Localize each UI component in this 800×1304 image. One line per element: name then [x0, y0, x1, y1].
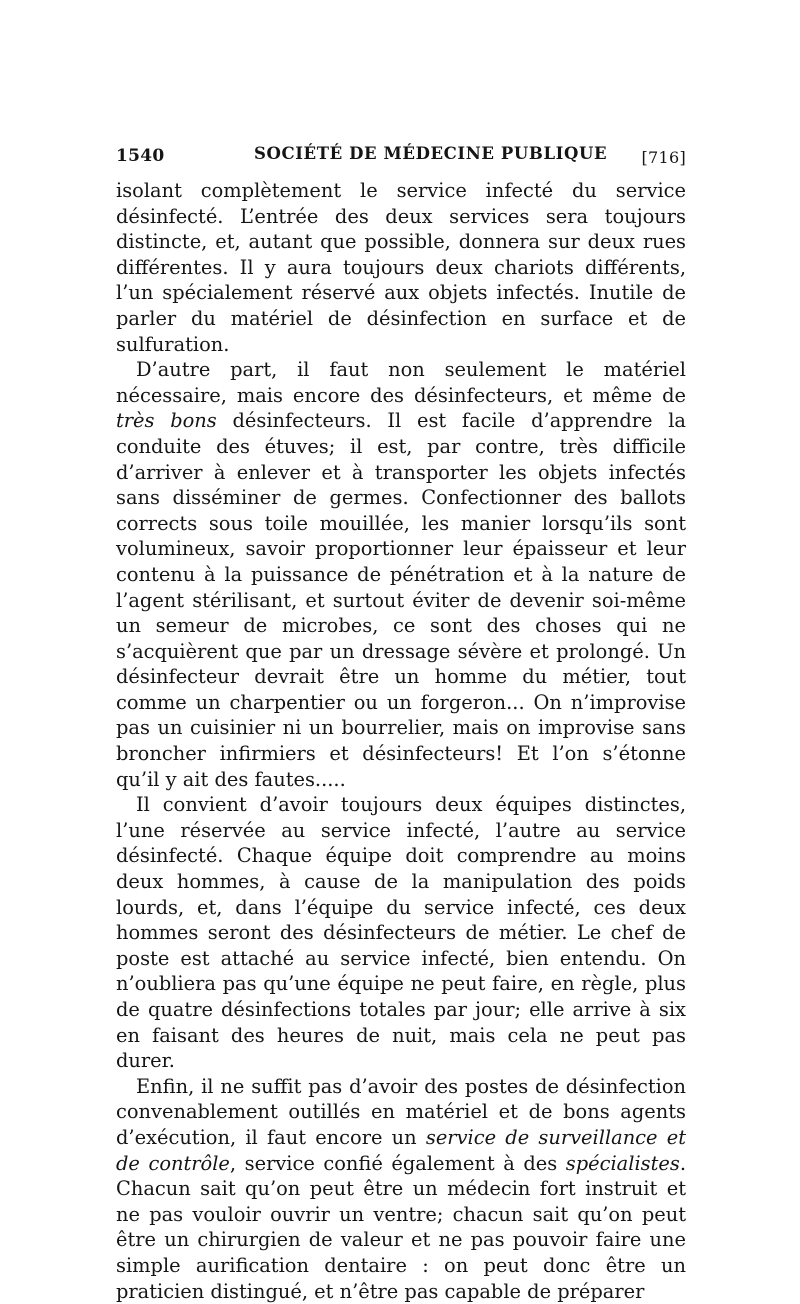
italic-text-run: spécialistes	[565, 1151, 680, 1175]
running-head	[116, 140, 686, 170]
paragraph	[116, 792, 686, 1074]
running-title: SOCIÉTÉ DE MÉDECINE PUBLIQUE	[254, 144, 608, 163]
body-text	[116, 178, 686, 1304]
text-run: D’autre part, il faut non seulement le matériel nécessaire, mais encore des désinfecteurs, et même de	[116, 358, 686, 407]
text-run: . Chacun sait qu’on peut être un médecin fort instruit et ne pas vouloir ouvrir un ventre; chacun sait qu’on peut être un chirurgien de valeur et ne pas pouvoir faire une simple aurification dentaire : on peut donc être un praticien distingué, et n’être pas capable de préparer	[116, 1151, 686, 1303]
paragraph	[116, 1074, 686, 1304]
italic-text-run: service de surveillance et de contrôle	[116, 1125, 687, 1175]
paragraph	[116, 357, 686, 792]
text-run: isolant complètement le service infecté du service désinfecté. L’entrée des deux services sera toujours distincte, et, autant que possible, donnera sur deux rues différentes. Il y aura toujours deux chariots différents, l’un spécialement réservé aux objets infectés. Inutile de parler du matériel de désinfection en surface et de sulfuration.	[116, 179, 686, 356]
paragraph	[116, 178, 686, 357]
text-run: Enfin, il ne suffit pas d’avoir des postes de désinfection convenablement outillés en matériel et de bons agents d’exécution, il faut encore un	[116, 1074, 686, 1149]
page-number: 1540	[116, 146, 165, 166]
italic-text-run: très bons	[116, 409, 217, 433]
text-run: désinfecteurs. Il est facile d’apprendre la conduite des étuves; il est, par contre, très difficile d’arriver à enlever et à transporter les objets infectés sans disséminer de germes. Confectionner des ballots corrects sous toile mouillée, les manier lorsqu’ils sont volumineux, savoir proportionner leur épaisseur et leur contenu à la puissance de pénétration et à la nature de l’agent stérilisant, et surtout éviter de devenir soi-même un semeur de microbes, ce sont des choses qui ne s’acquièrent que par un dressage sévère et prolongé. Un désinfecteur devrait être un homme du métier, tout comme un charpentier ou un forgeron... On n’improvise pas un cuisinier ni un bourrelier, mais on improvise sans broncher infirmiers et désinfecteurs! Et l’on s’étonne qu’il y ait des fautes.....	[116, 409, 686, 791]
text-run: , service confié également à des	[229, 1151, 566, 1175]
original-page-number: [716]	[641, 148, 686, 167]
book-page	[116, 140, 686, 1304]
text-run: Il convient d’avoir toujours deux équipes distinctes, l’une réservée au service infecté, l’autre au service désinfecté. Chaque équipe doit comprendre au moins deux hommes, à cause de la manipulation des poids lourds, et, dans l’équipe du service infecté, ces deux hommes seront des désinfecteurs de métier. Le chef de poste est attaché au service infecté, bien entendu. On n’oubliera pas qu’une équipe ne peut faire, en règle, plus de quatre désinfections totales par jour; elle arrive à six en faisant des heures de nuit, mais cela ne peut pas durer.	[116, 793, 686, 1073]
